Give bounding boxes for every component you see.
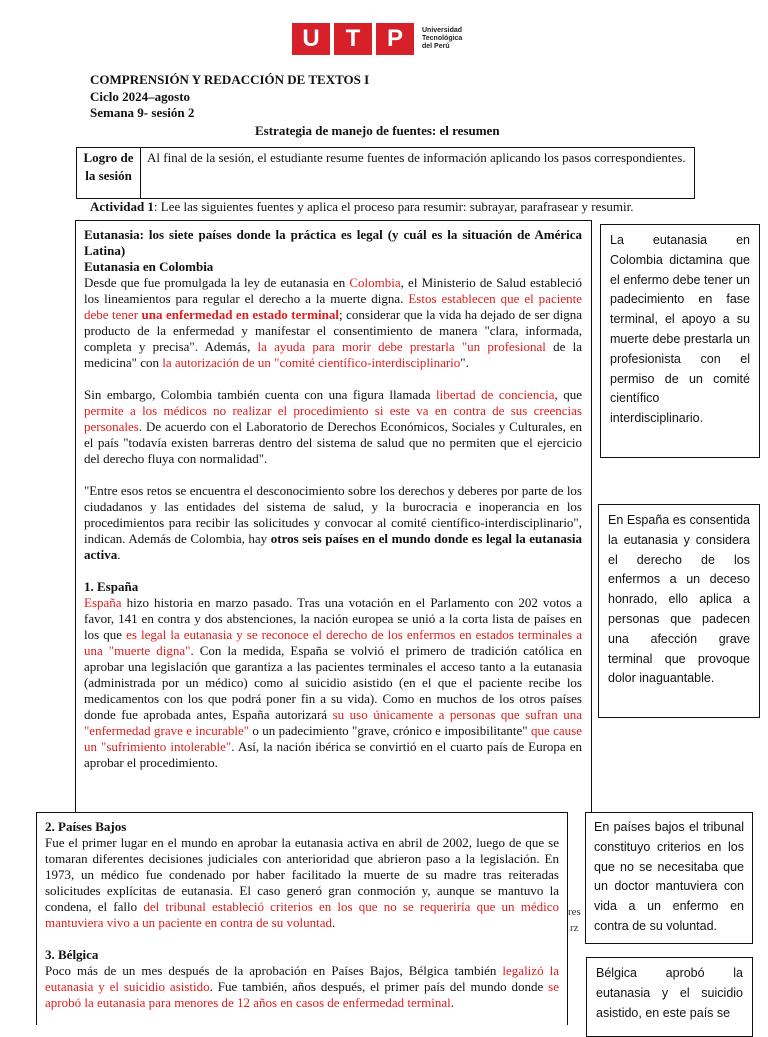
text-run: . Con la medida, España se volvió el primero de tradición católica en aprobar una legislación que garantiza a las pacientes terminales el acceso tanto a la eutanasia (administrada por un médico) como al suicidio asistido (en el que el paciente recibe los medicamentos con los que podrá poner fin a su vida). Como en muchos de los otros países donde fue aprobada antes, España autorizará (84, 643, 582, 722)
text-run: ". (460, 355, 469, 370)
logro-table (76, 147, 695, 199)
text-run: su uso únicamente a personas que sufran una "enfermedad grave e incurable" (84, 707, 582, 738)
summary-note-belgica: Bélgica aprobó la eutanasia y el suicidio asistido, en este país se (586, 957, 753, 1037)
activity-label: Actividad 1 (90, 199, 154, 214)
text-run: Sin embargo, Colombia también cuenta con una figura llamada (84, 387, 436, 402)
text-run: . (117, 547, 121, 562)
text-run: la autorización de un "comité científico-interdisciplinario (162, 355, 461, 370)
text-run: Fue el primer lugar en el mundo en aprobar la eutanasia activa en abril de 2002, luego de que se tomaran diferentes decisiones judiciales con anterioridad que abrieron paso a la legislación. En 1973, un médico fue condenado por haber facilitado la muerte de su madre tras reiteradas solicitudes explícitas de eutanasia. El caso generó gran conmoción y, aunque se mantuvo la condena, el fallo (45, 835, 559, 914)
article-box (75, 220, 592, 821)
text-run: Estos establecen que el paciente debe tener (84, 291, 582, 322)
logro-text: Al final de la sesión, el estudiante resume fuentes de información aplicando los pasos correspondientes. (147, 150, 686, 165)
summary-note-paises-bajos: En países bajos el tribunal constituyo criterios en los que no se necesitaba que un doctor mantuviera con vida a un enfermo en contra de su voluntad. (585, 812, 753, 944)
activity-text: : Lee las siguientes fuentes y aplica el proceso para resumir: subrayar, parafrasear y resumir. (153, 199, 634, 214)
paragraph-colombia-3 (84, 483, 582, 563)
activity-instruction (90, 199, 633, 215)
text-run: es legal la eutanasia y se reconoce el derecho de los enfermos en estados terminales a una "muerte digna" (84, 627, 582, 658)
text-run: ; considerar que la vida ha dejado de ser digna producto de la enfermedad y manifestar el consentimiento de manera "clara, informada, completa y precisa". Además, (84, 307, 582, 354)
text-run: , el Ministerio de Salud estableció los lineamientos para regular el derecho a la muerte digna. (84, 275, 583, 306)
text-run: libertad de conciencia (435, 387, 555, 402)
logo-letter-t: T (334, 23, 372, 55)
heading-belgica: 3. Bélgica (45, 947, 99, 962)
text-run: se aprobó la eutanasia para menores de 12 años en casos de enfermedad terminal (45, 979, 559, 1010)
text-run: una enfermedad en estado terminal (141, 307, 339, 322)
summary-note-espana: En España es consentida la eutanasia y considera el derecho de los enfermos a un deceso honrado, ello aplica a personas que padecen una afección grave terminal que provoque dolor inaguantable. (598, 504, 760, 718)
text-run: . (450, 995, 454, 1010)
text-run: de la medicina" con (84, 339, 582, 370)
hidden-text-fragment: rz (570, 922, 579, 934)
text-run: Colombia (349, 275, 401, 290)
week-label: Semana 9- sesión 2 (90, 105, 195, 120)
text-run: . Así, la nación ibérica se convirtió en el cuarto país de Europa en aprobar el procedimiento. (84, 739, 582, 770)
article-subtitle: Eutanasia en Colombia (84, 259, 214, 274)
text-run: España (84, 595, 122, 610)
paragraph-colombia-2 (84, 387, 582, 467)
text-run: . Fue también, años después, el primer país del mundo donde (209, 979, 549, 994)
article-box-continued (36, 812, 568, 1025)
text-run: o un padecimiento "grave, crónico e imposibilitante" (249, 723, 531, 738)
logo-letter-p: P (376, 23, 414, 55)
article-title: Eutanasia: los siete países donde la práctica es legal (y cuál es la situación de América Latina) (84, 227, 582, 258)
summary-note-colombia: La eutanasia en Colombia dictamina que el enfermo debe tener un padecimiento en fase terminal, el apoyo a su muerte debe prestarla un profesionista con el permiso de un comité científico interdisciplinario. (600, 224, 760, 458)
text-run: que cause un "sufrimiento intolerable" (84, 723, 582, 754)
text-run: Poco más de un mes después de la aprobación en Países Bajos, Bélgica también (45, 963, 503, 978)
paragraph-espana (84, 595, 582, 771)
logo-university-name: Universidad Tecnológica del Perú (422, 27, 463, 50)
text-run: , que (554, 387, 582, 402)
course-title: COMPRENSIÓN Y REDACCIÓN DE TEXTOS I (90, 72, 370, 87)
cycle-label: Ciclo 2024–agosto (90, 89, 191, 104)
utp-logo (292, 22, 462, 56)
text-run: Desde que fue promulgada la ley de eutanasia en (84, 275, 350, 290)
text-run: . (331, 915, 336, 930)
text-run: permite a los médicos no realizar el procedimiento si este va en contra de sus creencias personales (84, 403, 582, 434)
text-run: . De acuerdo con el Laboratorio de Derechos Económicos, Sociales y Culturales, en el país "todavía existen barreras dentro del sistema de salud que no permiten que el ejercicio del derecho fluya con normalidad". (84, 419, 582, 466)
text-run: "Entre esos retos se encuentra el desconocimiento sobre los derechos y deberes por parte de los ciudadanos y las entidades del sistema de salud, y la burocracia e inoperancia en los procedimientos para recibir las solicitudes y convocar al comité científico-interdisciplinario", indican. Además de Colombia, hay (84, 483, 582, 546)
text-run: otros seis países en el mundo donde es legal la eutanasia activa (84, 531, 582, 562)
paragraph-colombia-1 (84, 275, 582, 371)
text-run: legalizó la eutanasia y el suicidio asistido (45, 963, 559, 994)
strategy-title: Estrategia de manejo de fuentes: el resumen (255, 123, 500, 138)
logro-label: Logro de la sesión (77, 148, 141, 198)
text-run: del tribunal estableció criterios en los que no se requeriría que un médico mantuviera vivo a un paciente en contra de su voluntad (45, 899, 560, 930)
heading-espana: 1. España (84, 579, 139, 594)
paragraph-belgica (45, 963, 559, 1011)
heading-paises-bajos: 2. Países Bajos (45, 819, 127, 834)
text-run: la ayuda para morir debe prestarla "un profesional (257, 339, 546, 354)
hidden-text-fragment: res (568, 906, 581, 918)
paragraph-paises-bajos (45, 835, 559, 931)
text-run: hizo historia en marzo pasado. Tras una votación en el Parlamento con 202 votos a favor, 141 en contra y dos abstenciones, la nación europea se unió a la corta lista de países en los que (84, 595, 582, 642)
logo-letter-u: U (292, 23, 330, 55)
